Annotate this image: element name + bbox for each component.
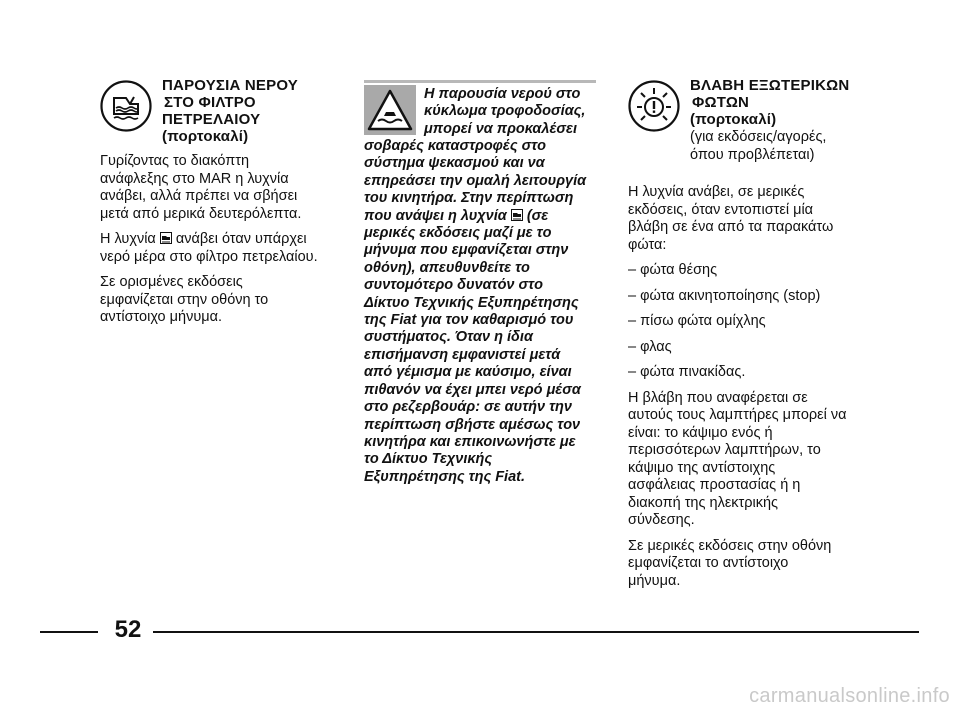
text-line: νερό μέρα στο φίλτρο πετρελαίου.	[100, 248, 318, 265]
footer-rule-right	[153, 631, 919, 633]
right-subheading	[690, 129, 870, 164]
text-line: εκδόσεις, όταν εντοπιστεί μία	[628, 201, 814, 218]
heading-line: ΒΛΑΒΗ ΕΞΩΤΕΡΙΚΩΝ	[690, 77, 850, 94]
warning-span: που ανάψει η λυχνία	[364, 207, 507, 224]
heading-line: ΠΑΡΟΥΣΙΑ ΝΕΡΟΥ	[162, 77, 298, 94]
heading-line: (πορτοκαλί)	[690, 111, 777, 128]
text-line: ασφάλειας προστασίας ή η	[628, 477, 801, 493]
text-line: όπου προβλέπεται)	[690, 146, 815, 163]
text-line: μήνυμα.	[628, 572, 681, 589]
text-line: περισσότερων λαμπτήρων, το	[628, 442, 821, 458]
warning-line: το Δίκτυο Τεχνικής	[364, 451, 493, 468]
list-item: – φώτα ακινητοποίησης (stop)	[628, 287, 821, 304]
text-line: Γυρίζοντας το διακόπτη	[100, 153, 250, 169]
heading-line: ΣΤΟ ΦΙΛΤΡΟ	[164, 94, 256, 111]
warning-line: μερικές εκδόσεις μαζί με το	[364, 225, 552, 242]
text-line: ανάφλεξης στο MAR η λυχνία	[100, 170, 289, 187]
heading-line: ΦΩΤΩΝ	[692, 94, 750, 111]
text-line: σύνδεσης.	[628, 512, 695, 528]
paragraph	[628, 390, 868, 530]
text-span: Η λυχνία	[100, 231, 156, 247]
paragraph	[628, 184, 868, 254]
text-line: Σε μερικές εκδόσεις στην οθόνη	[628, 537, 832, 554]
text-line: βλάβη σε ένα από τα παρακάτω	[628, 219, 834, 235]
warning-line: της Fiat για τον καθαρισμό του	[364, 312, 574, 329]
warning-first-lines	[424, 86, 599, 138]
paragraph	[628, 538, 868, 591]
left-body	[100, 153, 360, 335]
text-line: εμφανίζεται στην οθόνη το	[100, 291, 269, 308]
warning-line: στο ρεζερβουάρ: σε αυτήν την	[364, 399, 572, 416]
warning-line	[364, 208, 602, 225]
warning-triangle-icon	[364, 85, 416, 135]
exterior-light-failure-icon	[628, 80, 680, 132]
text-line: φώτα:	[628, 236, 667, 253]
paragraph	[100, 231, 360, 266]
text-line: Η λυχνία ανάβει, σε μερικές	[628, 184, 805, 200]
list-item: – φώτα θέσης	[628, 262, 718, 278]
warning-line: κινητήρα και επικοινωνήστε με	[364, 433, 576, 450]
warning-line: Δίκτυο Τεχνικής Εξυπηρέτησης	[364, 294, 579, 311]
text-line: είναι: το κάψιμο ενός ή	[628, 424, 773, 441]
warning-line: οθόνη), απευθυνθείτε το	[364, 259, 530, 276]
text-line: ανάβει, αλλά πρέπει να σβήσει	[100, 188, 298, 204]
warning-line: σύστημα ψεκασμού και να	[364, 155, 545, 172]
warning-body	[364, 138, 602, 486]
warning-top-rule	[364, 80, 596, 83]
warning-line: συντομότερο δυνατόν στο	[364, 277, 543, 294]
paragraph	[100, 153, 360, 223]
text-line: Η βλάβη που αναφέρεται σε	[628, 389, 808, 406]
warning-line: από γέμισμα με καύσιμο, είναι	[364, 364, 572, 381]
page-number: 52	[114, 616, 142, 643]
right-heading	[690, 77, 870, 128]
warning-line: σοβαρές καταστροφές στο	[364, 138, 546, 154]
text-line: αυτούς τους λαμπτήρες μπορεί να	[628, 407, 847, 423]
warning-line: επισήμανση εμφανιστεί μετά	[364, 346, 561, 363]
text-line: διακοπή της ηλεκτρικής	[628, 494, 779, 511]
list-item: – φλας	[628, 338, 672, 355]
list-item: – πίσω φώτα ομίχλης	[628, 313, 766, 329]
watermark: carmanualsonline.info	[749, 685, 950, 707]
list-item: – φώτα πινακίδας.	[628, 364, 746, 380]
text-line: κάψιμο της αντίστοιχης	[628, 459, 776, 476]
warning-line: κύκλωμα τροφοδοσίας,	[424, 103, 586, 120]
warning-line: πιθανόν να έχει μπει νερό μέσα	[364, 381, 581, 398]
warning-line: του κινητήρα. Στην περίπτωση	[364, 190, 574, 207]
fuel-filter-water-small-icon	[160, 232, 172, 244]
warning-line: περίπτωση σβήστε αμέσως τον	[364, 416, 581, 433]
warning-line: Η παρουσία νερού στο	[424, 86, 581, 102]
warning-line: επηρεάσει την ομαλή λειτουργία	[364, 172, 587, 189]
fuel-filter-water-icon	[100, 80, 152, 132]
text-span: ανάβει όταν υπάρχει	[175, 231, 307, 247]
text-line: Σε ορισμένες εκδόσεις	[100, 274, 243, 290]
warning-line: Εξυπηρέτησης της Fiat.	[364, 468, 526, 485]
text-line: (για εκδόσεις/αγορές,	[690, 129, 827, 145]
warning-line: μπορεί να προκαλέσει	[424, 120, 577, 137]
text-line: εμφανίζεται το αντίστοιχο	[628, 555, 789, 571]
heading-line: (πορτοκαλί)	[162, 128, 249, 145]
left-heading	[162, 77, 362, 145]
text-line: αντίστοιχο μήνυμα.	[100, 309, 223, 325]
footer-rule-left	[40, 631, 98, 633]
warning-line: συστήματος. Όταν η ίδια	[364, 329, 533, 346]
right-body	[628, 184, 868, 598]
text-line: μετά από μερικά δευτερόλεπτα.	[100, 205, 302, 222]
paragraph	[100, 274, 360, 327]
heading-line: ΠΕΤΡΕΛΑΙΟΥ	[162, 111, 261, 128]
fuel-filter-water-small-icon	[511, 209, 523, 221]
warning-line: μήνυμα που εμφανίζεται στην	[364, 242, 569, 259]
warning-span: (σε	[526, 207, 549, 224]
text-line	[100, 231, 360, 249]
